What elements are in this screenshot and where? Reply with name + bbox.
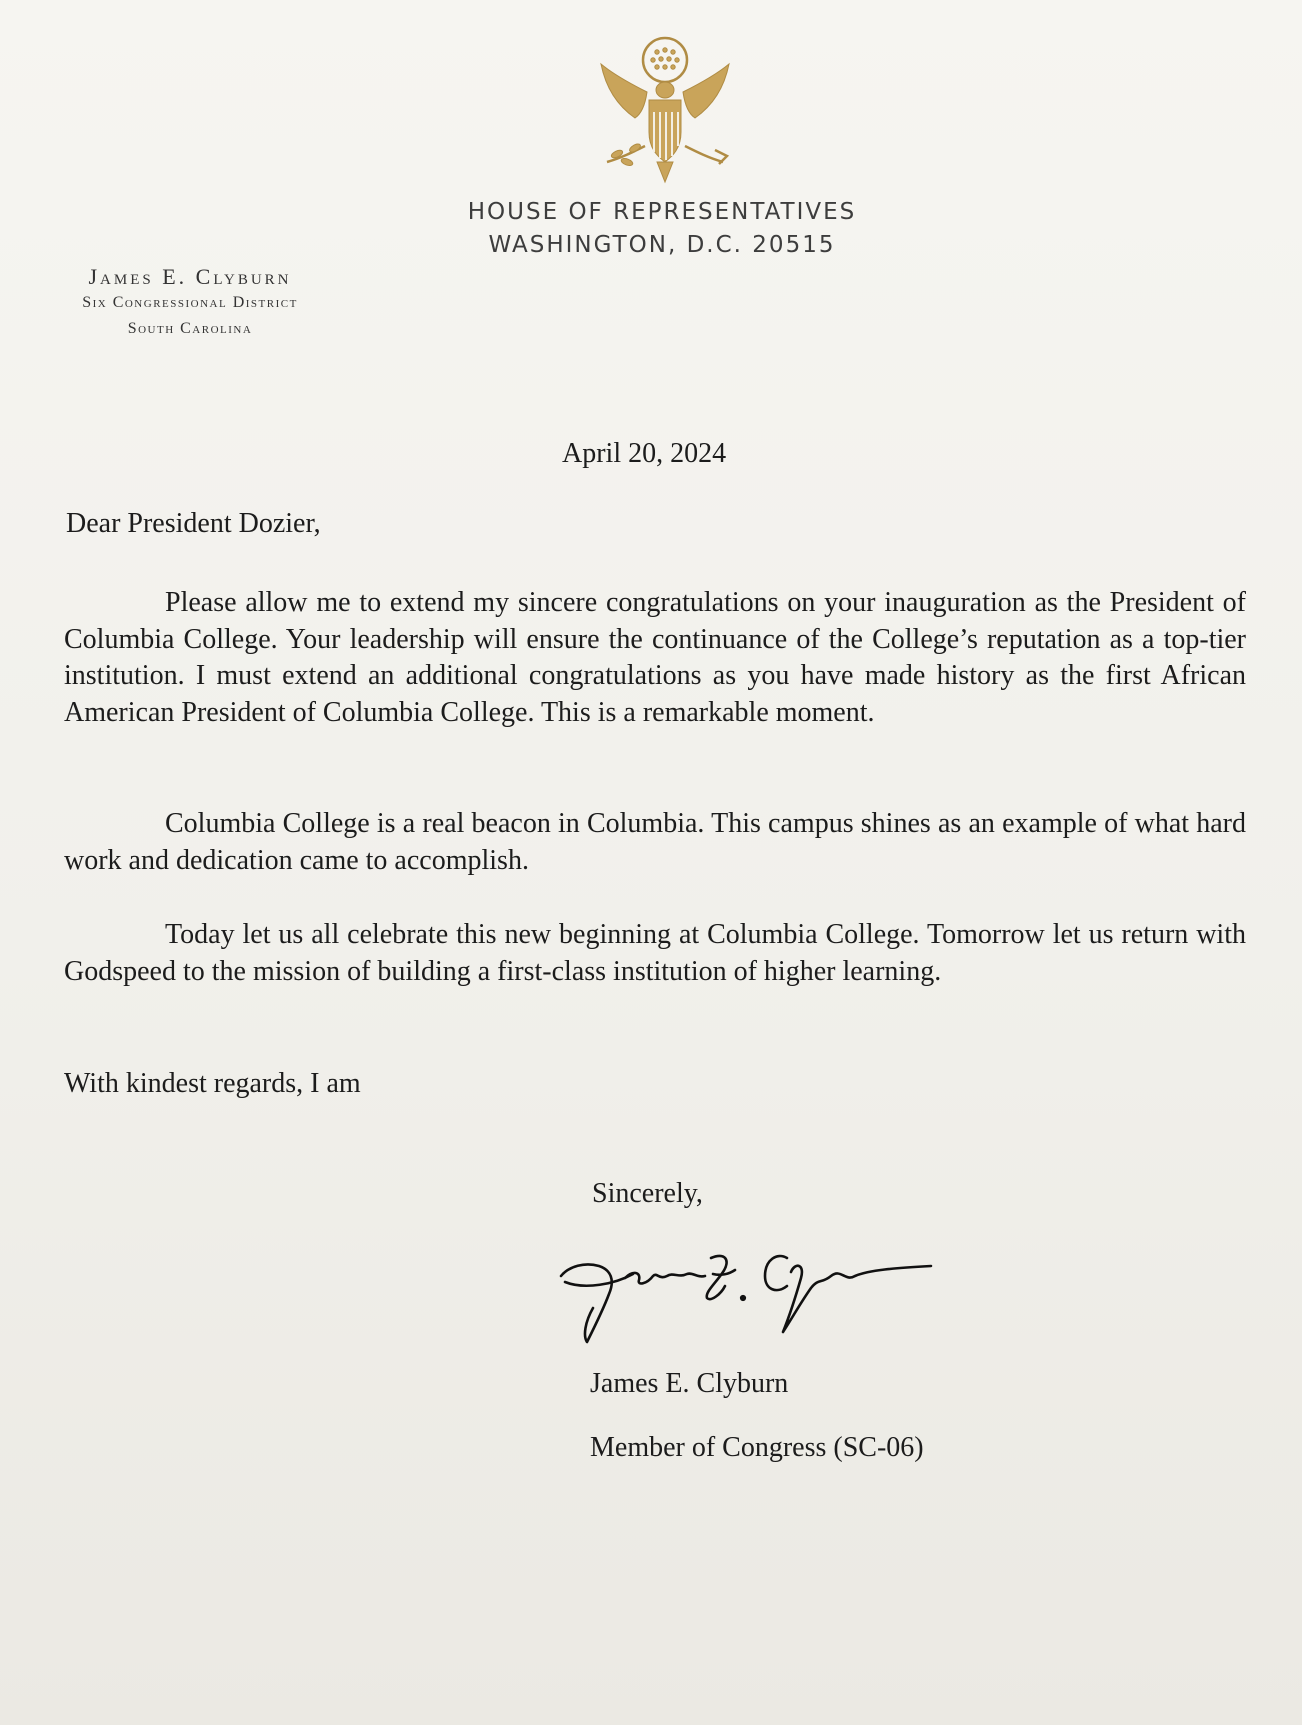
sign-off: Sincerely, [592,1178,703,1209]
body-paragraph: Columbia College is a real beacon in Columbia. This campus shines as an example of what hard work and dedication came to accomplish. [64,808,1246,876]
member-district: Six Congressional District [82,294,298,311]
body-paragraph: Please allow me to extend my sincere congratulations on your inauguration as the President of Columbia College. Your leadership will ensure the continuance of the College’s reputation as a top-tier institution. I must extend an additional congratulations as you have made history as the first African American President of Columbia College. This is a remarkable moment. [64,587,1246,728]
member-name: James E. Clyburn [88,264,292,289]
letter-date: April 20, 2024 [562,438,727,469]
handwritten-signature [555,1232,945,1347]
salutation: Dear President Dozier, [66,508,321,539]
body-paragraph: Today let us all celebrate this new beginning at Columbia College. Tomorrow let us return with Godspeed to the mission of building a first-class institution of higher learning. [64,919,1246,987]
great-seal-eagle-icon [595,34,735,184]
letterhead-line-1: HOUSE OF REPRESENTATIVES [467,199,857,225]
member-state: South Carolina [127,320,253,337]
signer-title: Member of Congress (SC-06) [590,1432,924,1463]
signer-name: James E. Clyburn [590,1368,789,1399]
closing-line: With kindest regards, I am [64,1068,361,1099]
letterhead-line-2: WASHINGTON, D.C. 20515 [488,232,836,258]
